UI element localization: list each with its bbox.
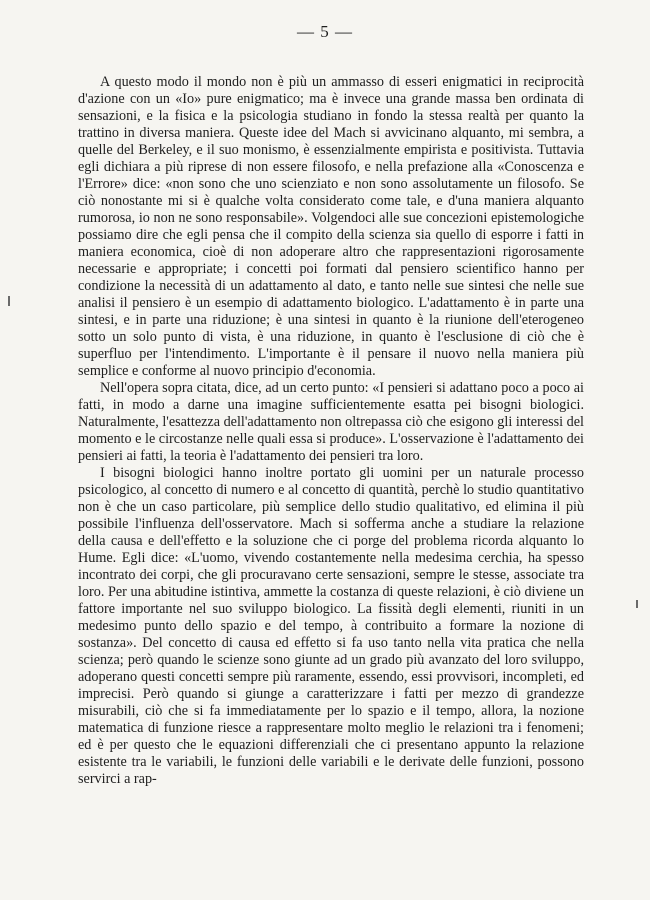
paragraph-2: Nell'opera sopra citata, dice, ad un certo punto: «I pensieri si adattano poco a poco ai fatti, in modo a darne una imagine sufficientemente esatta pei bisogni biologici. Naturalmente, l'esattezza dell'adattamento non oltrepassa ciò che esigono gli interessi del momento e le circostanze nelle quali essa si produce». L'osservazione è l'adattamento dei pensieri ai fatti, la teoria è l'adattamento dei pensieri tra loro. [78,380,584,464]
paragraph-3: I bisogni biologici hanno inoltre portato gli uomini per un naturale processo psicologico, al concetto di numero e al concetto di quantità, perchè lo studio quantitativo non è che un caso particolare, più semplice dello studio qualitativo, ed elimina il più possibile l'influenza dell'osservatore. Mach si sofferma anche a studiare la relazione della causa e dell'effetto e la soluzione che ci porge del problema ricorda alquanto lo Hume. Egli dice: «L'uomo, vivendo costantemente nella medesima cerchia, ha spesso incontrato dei corpi, che gli procuravano certe sensazioni, sempre le stesse, associate tra loro. Per una abitudine istintiva, ammette la costanza di queste relazioni, è ciò diviene un fattore importante nel suo sviluppo biologico. La fissità degli elementi, riuniti in un medesimo punto dello spazio e del tempo, à contribuito a formare la nozione di sostanza». Del concetto di causa ed effetto si fa uso tanto nella vita pratica che nella scienza; però quando le scienze sono giunte ad un grado più avanzato del loro sviluppo, adoperano questi concetti sempre più raramente, essendo, essi provvisori, incompleti, ed imprecisi. Però quando si giunge a caratterizzare i fatti per mezzo di grandezze misurabili, ciò che si fa immediatamente per lo spazio e il tempo, allora, la nozione matematica di funzione riesce a rappresentare molto meglio le relazioni tra i fenomeni; ed è per questo che le equazioni differenziali che ci presentano appunto la relazione esistente tra le variabili, le funzioni delle variabili e le derivate delle funzioni, possono servirci a rap- [78,465,584,787]
body-text [78,74,584,788]
paragraph-1: A questo modo il mondo non è più un ammasso di esseri enigmatici in reciprocità d'azione con un «Io» pure enigmatico; ma è invece una grande massa ben ordinata di sensazioni, e la fisica e la psicologia studiano in fondo la stessa realtà per quanto la trattino in diversa maniera. Queste idee del Mach si avvicinano alquanto, mi sembra, a quelle del Berkeley, e il suo monismo, è essenzialmente empirista e positivista. Tuttavia egli dichiara a più riprese di non essere filosofo, e nella prefazione alla «Conoscenza e l'Errore» dice: «non sono che uno scienziato e non sono assolutamente un filosofo. Se ciò nonostante mi si è qualche volta considerato come tale, e d'una maniera alquanto rumorosa, io non ne sono responsabile». Volgendoci alle sue concezioni epistemologiche possiamo dire che egli pensa che il compito della scienza sia quello di esporre i fatti in maniera economica, cioè di non adoperare altro che rappresentazioni rigorosamente necessarie e appropriate; i concetti poi formati dal pensiero scientifico hanno per condizione la necessità di un adattamento al dato, e tanto nelle sue sintesi che nelle sue analisi il pensiero è un esempio di adattamento biologico. L'adattamento è in parte una sintesi, e in parte una riduzione; è una sintesi in quanto è la riunione dell'eterogeneo sotto un solo punto di vista, è una riduzione, in quanto è l'esclusione di ciò che è superfluo per l'intendimento. L'importante è il pensare il nuovo nella maniera più semplice e conforme al nuovo principio d'economia. [78,74,584,379]
page-number: — 5 — [297,22,353,41]
margin-mark [8,296,10,306]
margin-mark [636,600,638,608]
